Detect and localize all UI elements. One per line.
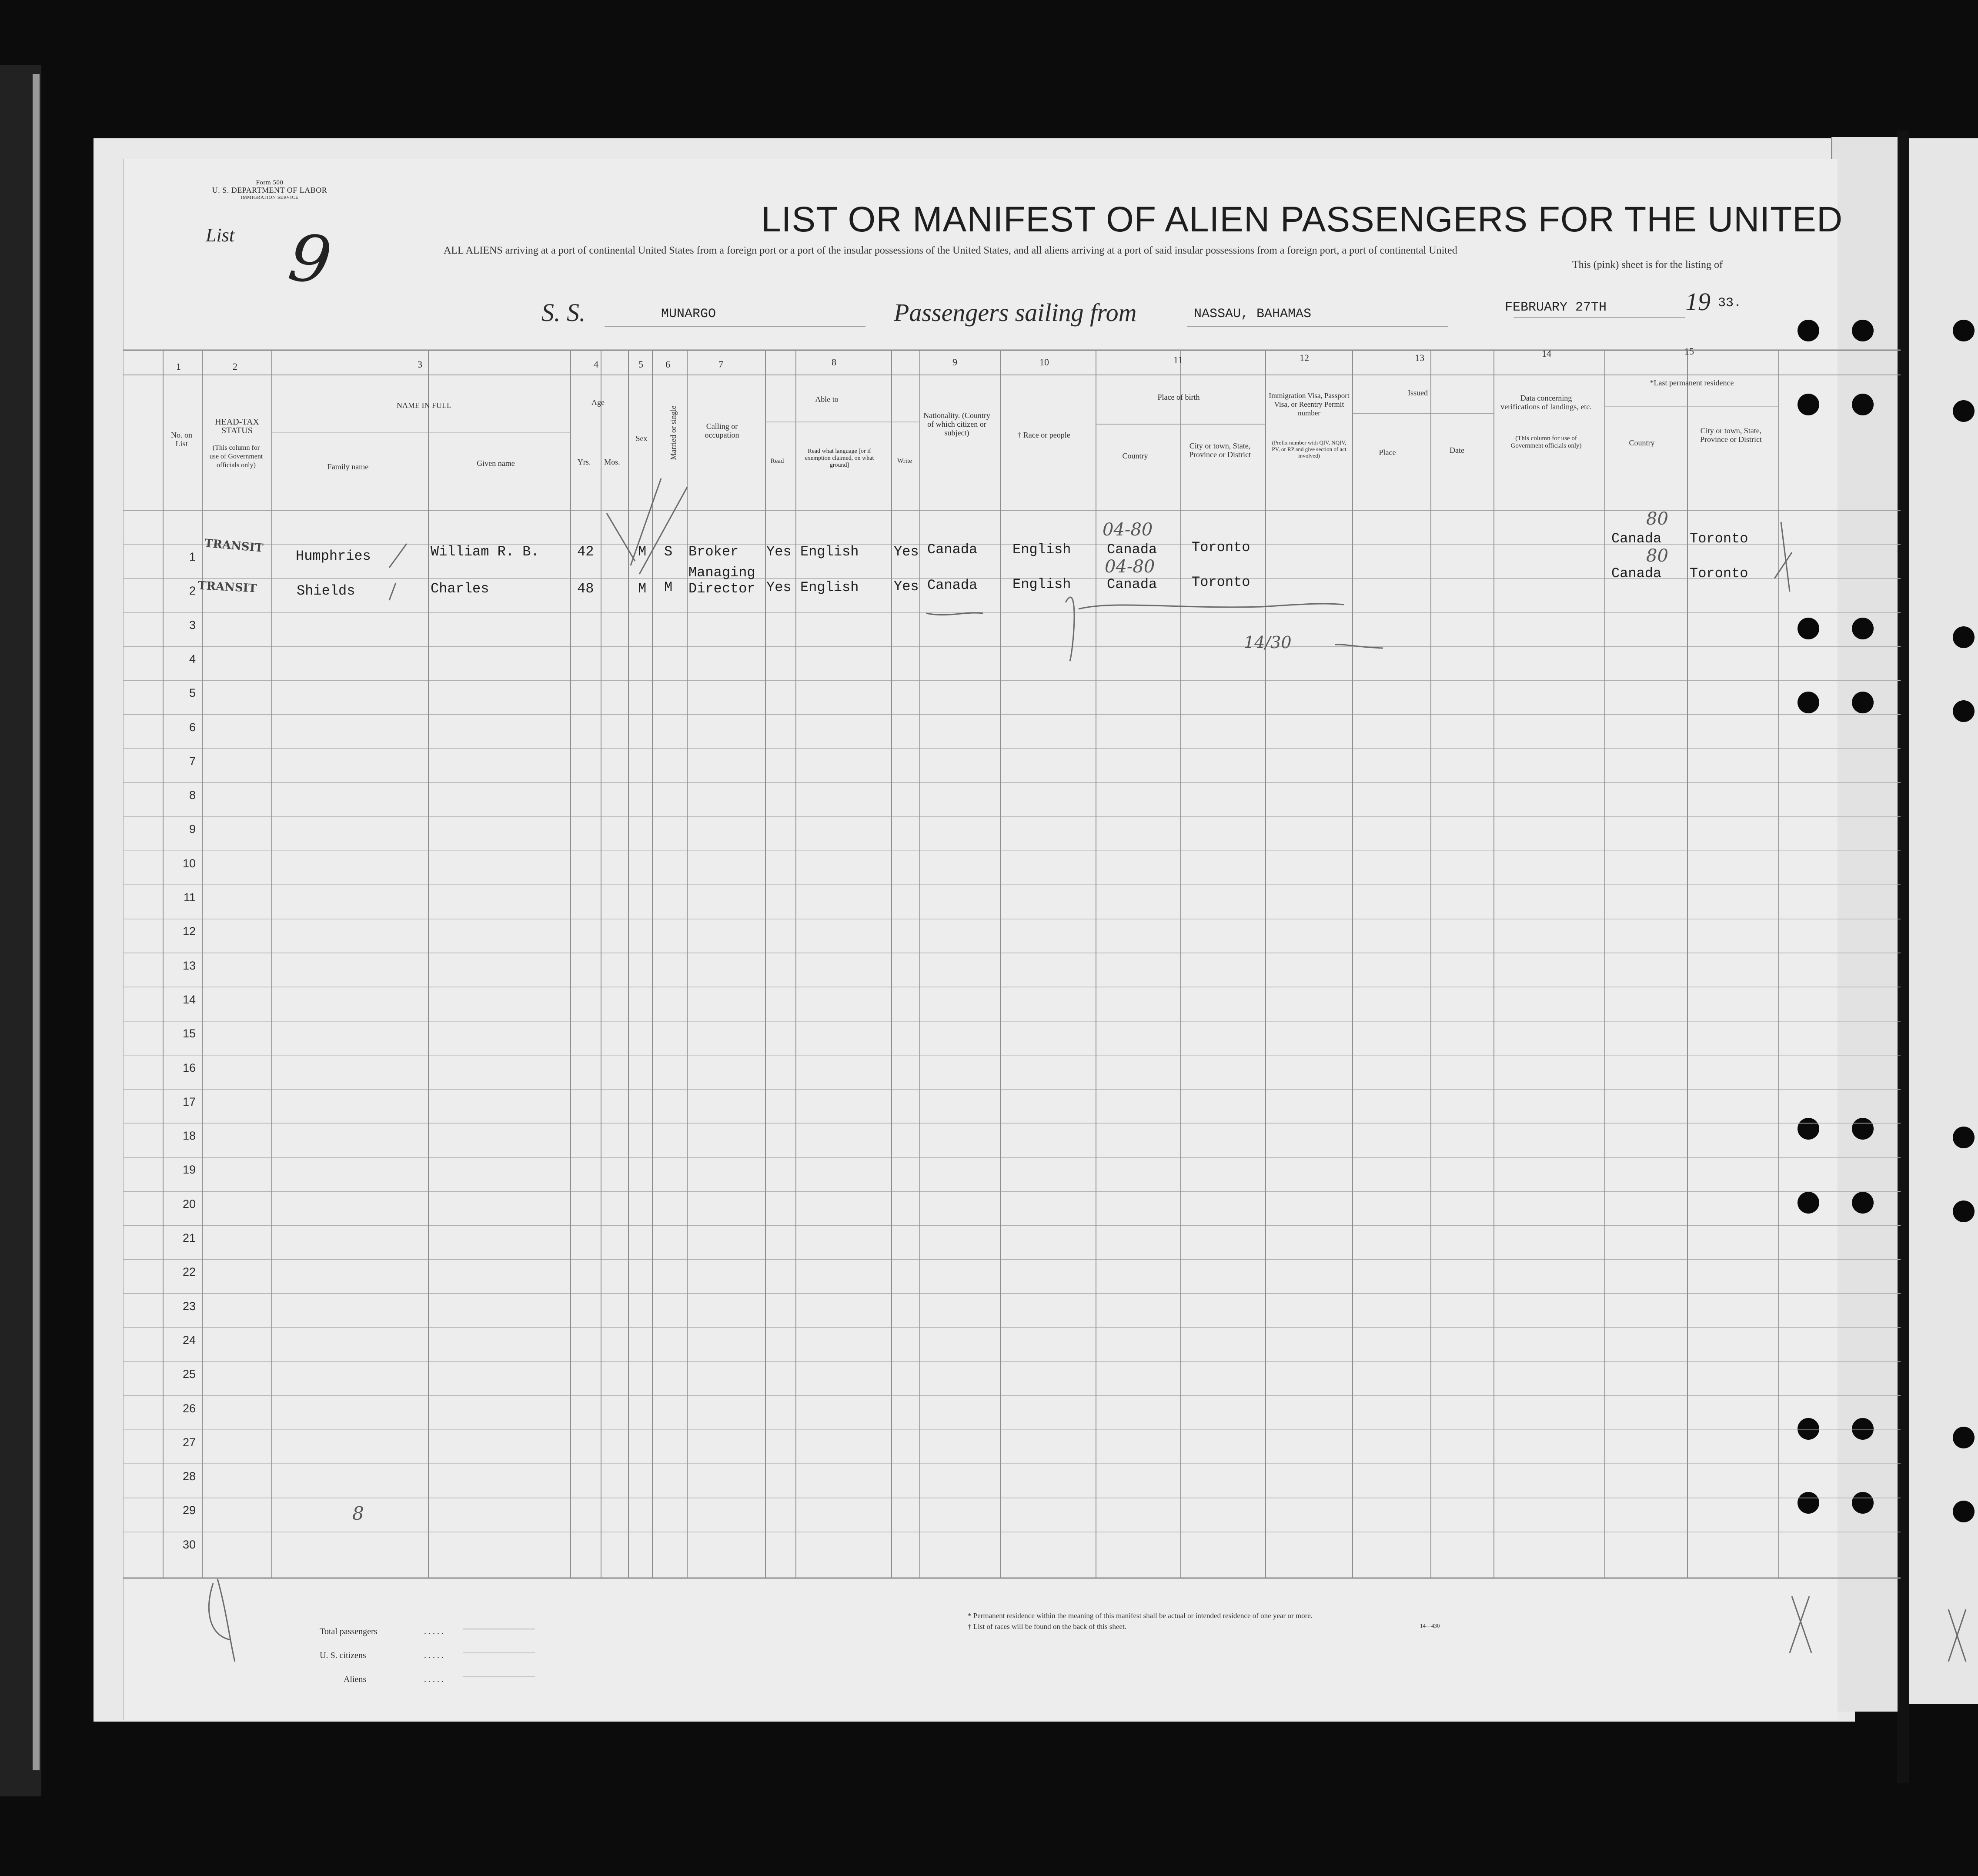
page-title: LIST OR MANIFEST OF ALIEN PASSENGERS FOR THE UNITED (761, 200, 1843, 239)
family-name: Shields (297, 583, 355, 599)
col-number: 13 (1415, 352, 1424, 363)
row-number: 26 (182, 1401, 196, 1415)
row-number: 12 (182, 925, 196, 938)
header-name-in-full: NAME IN FULL (397, 401, 451, 410)
row-number: 23 (182, 1299, 196, 1313)
subtitle-line-1: ALL ALIENS arriving at a port of continental United States from a foreign port or a port of the insular possessions of the United States, and all aliens arriving at a port of said insular possessions from a foreign port, a port of continental United (444, 245, 1457, 256)
header-data-note: (This column for use of Government officials only) (1510, 435, 1582, 449)
sex: M (638, 581, 647, 597)
col-number: 12 (1300, 352, 1309, 363)
header-race: † Race or people (1017, 431, 1070, 439)
marital-status: M (664, 579, 673, 595)
row-number: 20 (182, 1197, 196, 1211)
form-number: Form 500 (256, 179, 284, 186)
occupation-line-1: Managing (688, 565, 755, 581)
footnote-residence: * Permanent residence within the meaning of this manifest shall be actual or intended residence of one year or more. (968, 1612, 1313, 1620)
row-number: 30 (182, 1538, 196, 1551)
occupation: Broker (688, 544, 739, 560)
residence-code-annotation: 80 (1646, 546, 1668, 566)
sailing-label: Passengers sailing from (894, 298, 1137, 327)
header-read: Read (770, 458, 784, 465)
given-name: Charles (431, 581, 489, 597)
header-visa: Immigration Visa, Passport Visa, or Reentry Permit number (1269, 391, 1350, 417)
row-number: 24 (182, 1333, 196, 1347)
ship-name: MUNARGO (661, 307, 716, 321)
birth-city: Toronto (1192, 539, 1250, 555)
leader-dots: . . . . . (424, 1627, 444, 1636)
footnote-races: † List of races will be found on the back of this sheet. (968, 1622, 1126, 1631)
residence-country: Canada (1611, 531, 1662, 547)
race: English (1012, 576, 1071, 592)
birth-city: Toronto (1192, 574, 1250, 590)
year-suffix: 33. (1718, 296, 1742, 311)
header-no-on-list: No. on List (171, 431, 192, 448)
row-number: 28 (182, 1470, 196, 1483)
col-number: 15 (1684, 346, 1694, 357)
list-number: 9 (284, 219, 336, 300)
col-number: 10 (1039, 357, 1049, 368)
residence-code-annotation: 80 (1646, 509, 1668, 529)
header-calling: Calling or occupation (705, 422, 739, 439)
can-write: Yes (894, 579, 919, 595)
nationality: Canada (927, 577, 978, 593)
header-write: Write (897, 458, 912, 465)
header-yrs: Yrs. (577, 458, 591, 466)
residence-city: Toronto (1690, 565, 1748, 582)
birth-code-annotation: 04-80 (1105, 557, 1155, 577)
row-number: 11 (183, 891, 196, 904)
row-number: 13 (182, 959, 196, 972)
header-age: Age (591, 398, 605, 407)
marital-status: S (664, 544, 673, 560)
header-family-name: Family name (327, 462, 369, 471)
row-number: 2 (189, 584, 196, 598)
header-place-of-birth: Place of birth (1157, 393, 1200, 401)
header-able-to: Able to— (815, 395, 846, 404)
header-visa-note: (Prefix number with QIV, NQIV, PV, or RP and give section of act involved) (1272, 439, 1347, 459)
row-number: 18 (182, 1129, 196, 1143)
header-data-landings: Data concerning verifications of landings, etc. (1500, 394, 1592, 411)
row-number: 6 (189, 720, 196, 734)
header-married: Married or single (669, 405, 678, 460)
departure-port: NASSAU, BAHAMAS (1194, 307, 1312, 321)
row-number: 3 (189, 618, 196, 632)
header-head-tax-note: (This column for use of Government officials only) (209, 444, 263, 469)
form-header (191, 179, 348, 201)
birth-country: Canada (1107, 542, 1157, 558)
language: English (800, 544, 859, 560)
row-number: 4 (189, 652, 196, 665)
list-label: List (206, 224, 235, 246)
birth-code-annotation: 04-80 (1103, 520, 1153, 540)
header-head-tax: HEAD-TAX STATUS (215, 417, 259, 435)
header-issued: Issued (1408, 388, 1428, 397)
ss-label: S. S. (541, 298, 586, 327)
language: English (800, 579, 859, 595)
col-number: 11 (1173, 354, 1183, 365)
row-number: 1 (189, 550, 196, 563)
col-number: 5 (638, 359, 643, 370)
row-number: 17 (182, 1095, 196, 1108)
row-number: 29 (182, 1504, 196, 1517)
row-number: 27 (182, 1435, 196, 1449)
handwritten-note: 14/30 (1244, 633, 1292, 652)
leader-dots: . . . . . (424, 1651, 444, 1660)
given-name: William R. B. (431, 544, 539, 560)
col-number: 8 (832, 357, 836, 368)
service-name: IMMIGRATION SERVICE (241, 195, 299, 200)
can-write: Yes (894, 544, 919, 560)
header-issued-date: Date (1450, 446, 1464, 455)
subtitle-line-2: This (pink) sheet is for the listing of (1572, 259, 1723, 271)
col-number: 14 (1542, 348, 1551, 359)
us-citizens-label: U. S. citizens (320, 1651, 366, 1660)
row-number: 22 (182, 1265, 196, 1279)
margin-mark: 8 (352, 1503, 364, 1524)
department-name: U. S. DEPARTMENT OF LABOR (212, 186, 327, 194)
col-number: 4 (594, 359, 598, 370)
nationality: Canada (927, 542, 978, 558)
row-number: 9 (189, 823, 196, 836)
occupation-line-2: Director (688, 581, 755, 597)
row-number: 10 (182, 856, 196, 870)
header-mos: Mos. (604, 458, 620, 466)
row-number: 21 (182, 1231, 196, 1244)
row-number: 15 (182, 1027, 196, 1040)
row-number: 7 (189, 754, 196, 768)
age-years: 48 (577, 581, 594, 597)
header-read-what: Read what language [or if exemption claimed, on what ground] (805, 448, 874, 468)
col-number: 1 (176, 361, 181, 372)
residence-country: Canada (1611, 565, 1662, 582)
family-name: Humphries (296, 548, 371, 564)
sex: M (638, 544, 647, 560)
col-number: 7 (718, 359, 723, 370)
residence-city: Toronto (1690, 531, 1748, 547)
col-number: 3 (418, 359, 422, 370)
head-tax-status: TRANSIT (197, 579, 257, 595)
row-number: 5 (189, 686, 196, 700)
can-read: Yes (766, 544, 792, 560)
can-read: Yes (766, 579, 792, 595)
col-number: 6 (665, 359, 670, 370)
departure-date: FEBRUARY 27TH (1505, 300, 1607, 315)
row-number: 25 (182, 1368, 196, 1381)
header-issued-place: Place (1379, 448, 1396, 457)
header-last-residence: *Last permanent residence (1650, 378, 1734, 387)
row-number: 8 (189, 789, 196, 802)
col-number: 2 (233, 361, 237, 372)
head-tax-status: TRANSIT (204, 537, 264, 555)
aliens-label: Aliens (344, 1675, 367, 1684)
header-sex: Sex (635, 434, 648, 443)
header-birth-country: Country (1122, 451, 1148, 460)
race: English (1012, 542, 1071, 558)
form-code: 14—430 (1420, 1622, 1440, 1629)
row-number: 14 (182, 993, 196, 1006)
col-number: 9 (952, 357, 957, 368)
row-number: 19 (182, 1163, 196, 1177)
leader-dots: . . . . . (424, 1675, 444, 1684)
row-number: 16 (182, 1061, 196, 1074)
total-passengers-label: Total passengers (320, 1627, 378, 1636)
header-birth-city: City or town, State, Province or District (1189, 441, 1251, 459)
header-res-city: City or town, State, Province or District (1700, 426, 1762, 444)
birth-country: Canada (1107, 576, 1157, 592)
header-given-name: Given name (477, 459, 515, 468)
year-prefix: 19 (1685, 288, 1711, 316)
header-nationality: Nationality. (Country of which citizen or subject) (923, 411, 990, 437)
header-res-country: Country (1629, 438, 1655, 447)
age-years: 42 (577, 544, 594, 560)
